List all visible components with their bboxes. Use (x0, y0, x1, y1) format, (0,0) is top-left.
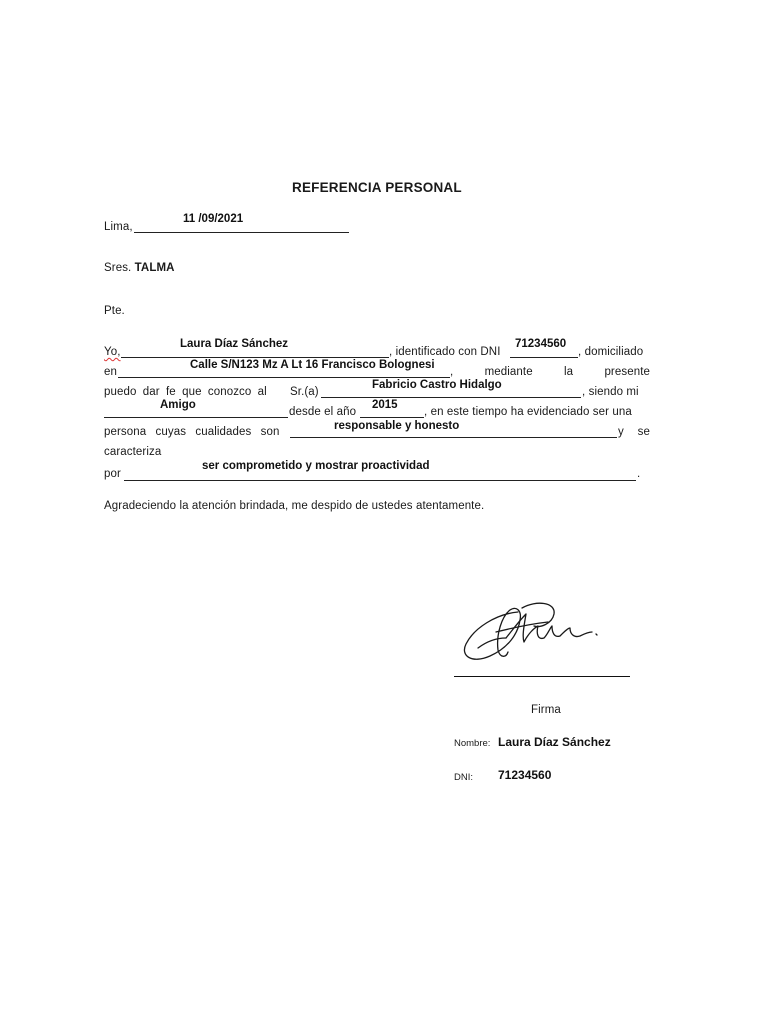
persona-text: persona cuyas cualidades son (104, 426, 280, 438)
y-se-text: y se (618, 426, 650, 438)
dni-line (510, 357, 578, 358)
date-value: 11 /09/2021 (183, 213, 244, 225)
signer-name-value: Laura Díaz Sánchez (498, 735, 611, 749)
signer-dni-label: DNI: (454, 772, 473, 783)
addressee-name: TALMA (134, 262, 175, 274)
address-value: Calle S/N123 Mz A Lt 16 Francisco Bolognesi (190, 359, 435, 371)
identificado-text: , identificado con DNI (389, 346, 501, 358)
closing-text: Agradeciendo la atención brindada, me despido de ustedes atentamente. (104, 500, 485, 512)
en-este-text: , en este tiempo ha evidenciado ser una (424, 406, 632, 418)
qualities-line (290, 437, 617, 438)
dni-value: 71234560 (515, 338, 567, 350)
referee-line (321, 397, 581, 398)
handwritten-signature (456, 598, 616, 670)
por-label: por (104, 468, 121, 480)
date-line (134, 232, 349, 233)
en-label: en (104, 366, 117, 378)
relation-value: Amigo (160, 399, 196, 411)
pte-label: Pte. (104, 305, 125, 317)
year-value: 2015 (372, 399, 398, 411)
relation-line (104, 417, 288, 418)
signature-caption: Firma (531, 704, 561, 716)
address-line (118, 377, 450, 378)
domiciliado-text: , domiciliado (578, 346, 644, 358)
yo-label: Yo, (104, 346, 121, 358)
period-mark: . (637, 468, 641, 480)
addressee-prefix: Sres. (104, 262, 132, 274)
signer-name-label: Nombre: (454, 738, 491, 749)
name-line (121, 357, 389, 358)
year-line (360, 417, 424, 418)
signer-dni-value: 71234560 (498, 768, 552, 782)
signature-line (454, 676, 630, 677)
caracteriza-text: caracteriza (104, 446, 162, 458)
puedo-text: puedo dar fe que conozco al (104, 386, 267, 398)
characterized-value: ser comprometido y mostrar proactividad (202, 460, 430, 472)
mediante-text: , mediante la presente (450, 366, 650, 378)
place-label: Lima, (104, 221, 133, 233)
siendo-text: , siendo mi (582, 386, 639, 398)
name-value: Laura Díaz Sánchez (180, 338, 289, 350)
document-title: REFERENCIA PERSONAL (292, 180, 462, 195)
sr-label: Sr.(a) (290, 386, 319, 398)
addressee-line (104, 262, 175, 274)
qualities-value: responsable y honesto (334, 420, 460, 432)
desde-text: desde el año (289, 406, 357, 418)
characterized-line (124, 480, 636, 481)
referee-value: Fabricio Castro Hidalgo (372, 379, 502, 391)
